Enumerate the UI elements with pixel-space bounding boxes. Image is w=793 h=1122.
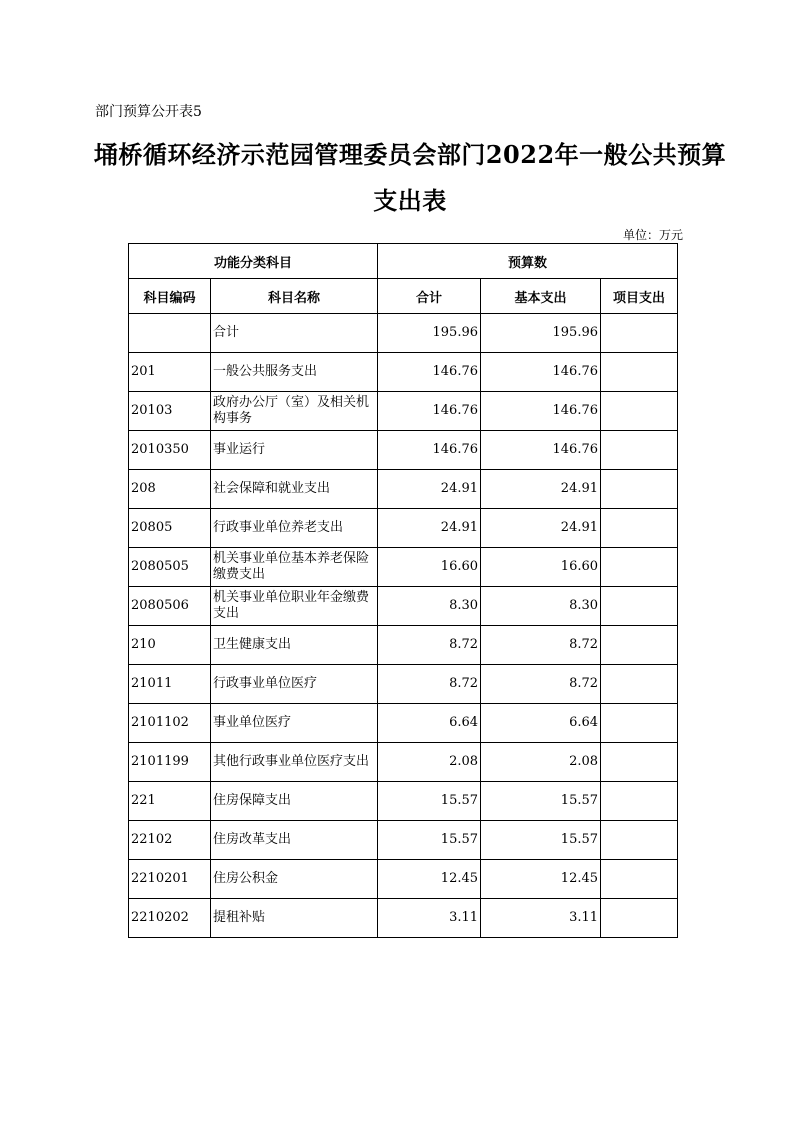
row-project-cell (601, 587, 678, 626)
row-total-cell: 16.60 (378, 548, 481, 587)
row-code-cell: 2010350 (129, 431, 211, 470)
name-column-header: 科目名称 (211, 279, 378, 314)
row-project-cell (601, 665, 678, 704)
row-name-cell: 机关事业单位职业年金缴费支出 (211, 587, 378, 626)
table-body (129, 314, 678, 938)
table-row (129, 314, 678, 353)
row-code-cell: 221 (129, 782, 211, 821)
row-project-cell (601, 626, 678, 665)
row-project-cell (601, 314, 678, 353)
row-code-cell: 2101102 (129, 704, 211, 743)
row-project-cell (601, 392, 678, 431)
row-project-cell (601, 743, 678, 782)
table-row (129, 899, 678, 938)
row-total-cell: 146.76 (378, 353, 481, 392)
row-total-cell: 8.72 (378, 626, 481, 665)
form-label: 部门预算公开表5 (95, 104, 202, 120)
row-name-cell: 一般公共服务支出 (211, 353, 378, 392)
budget-table (128, 243, 678, 938)
page-title-line-1: 埇桥循环经济示范园管理委员会部门2022年一般公共预算 (93, 140, 727, 169)
row-total-cell: 15.57 (378, 782, 481, 821)
row-name-cell: 社会保障和就业支出 (211, 470, 378, 509)
table-row (129, 587, 678, 626)
row-project-cell (601, 704, 678, 743)
row-name-cell: 其他行政事业单位医疗支出 (211, 743, 378, 782)
row-basic-cell: 146.76 (481, 353, 601, 392)
table-row (129, 782, 678, 821)
row-basic-cell: 24.91 (481, 470, 601, 509)
table-row (129, 431, 678, 470)
row-code-cell: 22102 (129, 821, 211, 860)
row-name-cell: 卫生健康支出 (211, 626, 378, 665)
row-code-cell: 20805 (129, 509, 211, 548)
row-project-cell (601, 899, 678, 938)
row-name-cell: 住房保障支出 (211, 782, 378, 821)
row-name-cell: 行政事业单位养老支出 (211, 509, 378, 548)
unit-label: 单位：万元 (622, 228, 683, 242)
table-row (129, 821, 678, 860)
row-name-cell: 政府办公厅（室）及相关机构事务 (211, 392, 378, 431)
row-name-cell: 事业运行 (211, 431, 378, 470)
row-total-cell: 12.45 (378, 860, 481, 899)
column-header-row (129, 279, 678, 314)
table-row (129, 470, 678, 509)
row-name-cell: 合计 (211, 314, 378, 353)
row-project-cell (601, 509, 678, 548)
row-total-cell: 195.96 (378, 314, 481, 353)
project-column-header: 项目支出 (601, 279, 678, 314)
row-total-cell: 146.76 (378, 431, 481, 470)
row-code-cell: 21011 (129, 665, 211, 704)
budget-header: 预算数 (378, 244, 678, 279)
table-row (129, 548, 678, 587)
row-total-cell: 146.76 (378, 392, 481, 431)
row-total-cell: 15.57 (378, 821, 481, 860)
row-total-cell: 24.91 (378, 470, 481, 509)
row-basic-cell: 146.76 (481, 392, 601, 431)
group-header-row (129, 244, 678, 279)
page-title-line-2: 支出表 (373, 186, 447, 215)
table-row (129, 353, 678, 392)
row-code-cell: 2080506 (129, 587, 211, 626)
row-project-cell (601, 353, 678, 392)
row-basic-cell: 3.11 (481, 899, 601, 938)
row-project-cell (601, 821, 678, 860)
row-basic-cell: 6.64 (481, 704, 601, 743)
basic-column-header: 基本支出 (481, 279, 601, 314)
row-project-cell (601, 548, 678, 587)
row-total-cell: 8.30 (378, 587, 481, 626)
row-code-cell: 2210202 (129, 899, 211, 938)
row-project-cell (601, 431, 678, 470)
table-row (129, 743, 678, 782)
row-code-cell: 2210201 (129, 860, 211, 899)
table-row (129, 860, 678, 899)
row-project-cell (601, 782, 678, 821)
row-code-cell: 210 (129, 626, 211, 665)
row-name-cell: 事业单位医疗 (211, 704, 378, 743)
total-column-header: 合计 (378, 279, 481, 314)
row-basic-cell: 8.72 (481, 626, 601, 665)
code-column-header: 科目编码 (129, 279, 211, 314)
row-basic-cell: 12.45 (481, 860, 601, 899)
table-row (129, 626, 678, 665)
row-project-cell (601, 860, 678, 899)
row-basic-cell: 195.96 (481, 314, 601, 353)
function-category-header: 功能分类科目 (129, 244, 378, 279)
row-basic-cell: 16.60 (481, 548, 601, 587)
row-total-cell: 24.91 (378, 509, 481, 548)
row-total-cell: 2.08 (378, 743, 481, 782)
row-total-cell: 6.64 (378, 704, 481, 743)
row-basic-cell: 15.57 (481, 821, 601, 860)
row-project-cell (601, 470, 678, 509)
table-row (129, 665, 678, 704)
row-name-cell: 住房公积金 (211, 860, 378, 899)
row-name-cell: 机关事业单位基本养老保险缴费支出 (211, 548, 378, 587)
row-total-cell: 3.11 (378, 899, 481, 938)
row-name-cell: 行政事业单位医疗 (211, 665, 378, 704)
row-basic-cell: 2.08 (481, 743, 601, 782)
row-code-cell (129, 314, 211, 353)
row-total-cell: 8.72 (378, 665, 481, 704)
row-code-cell: 201 (129, 353, 211, 392)
row-basic-cell: 15.57 (481, 782, 601, 821)
table-row (129, 509, 678, 548)
table-row (129, 704, 678, 743)
row-basic-cell: 8.30 (481, 587, 601, 626)
row-code-cell: 2080505 (129, 548, 211, 587)
row-basic-cell: 24.91 (481, 509, 601, 548)
row-code-cell: 2101199 (129, 743, 211, 782)
row-basic-cell: 8.72 (481, 665, 601, 704)
row-name-cell: 住房改革支出 (211, 821, 378, 860)
row-code-cell: 208 (129, 470, 211, 509)
row-name-cell: 提租补贴 (211, 899, 378, 938)
row-code-cell: 20103 (129, 392, 211, 431)
table-row (129, 392, 678, 431)
row-basic-cell: 146.76 (481, 431, 601, 470)
